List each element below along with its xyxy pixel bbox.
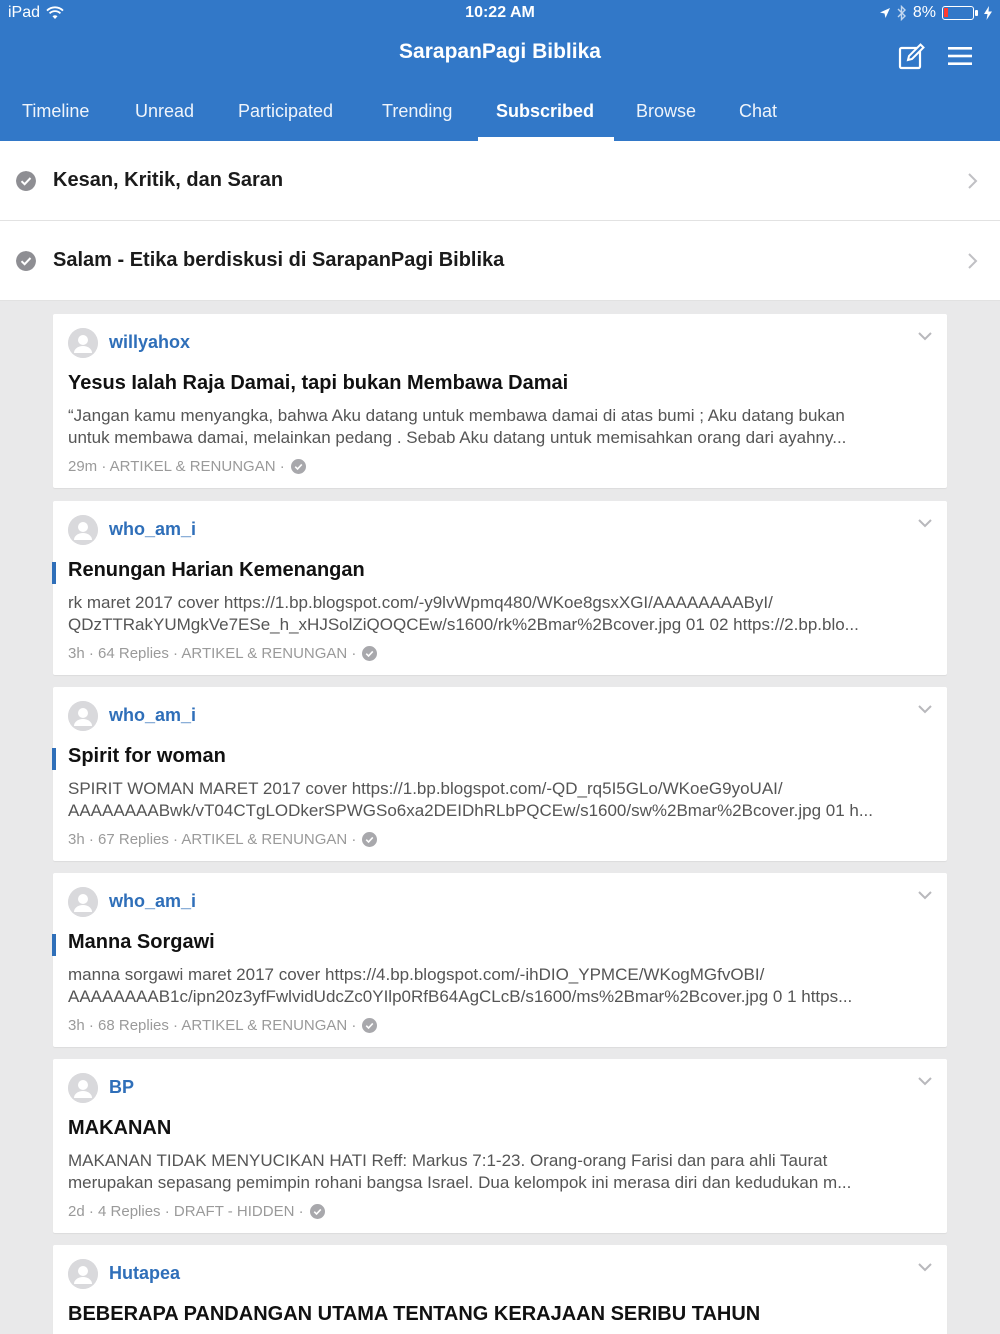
topic-title[interactable]: BEBERAPA PANDANGAN UTAMA TENTANG KERAJAAN SERIBU TAHUN: [68, 1303, 761, 1325]
topic-card[interactable]: [53, 873, 947, 1047]
excerpt-line: merupakan sepasang pemimpin rohani bangsa Israel. Dua kelompok ini merasa diri dan kedudukan m...: [68, 1173, 852, 1192]
tab-chat[interactable]: Chat: [739, 101, 778, 121]
check-circle-icon: [291, 459, 306, 474]
check-circle-icon: [362, 832, 377, 847]
excerpt-line: SPIRIT WOMAN MARET 2017 cover https://1.bp.blogspot.com/-QD_rq5I5GLo/WKoeG9yoUAI/: [68, 779, 783, 798]
topic-author[interactable]: BP: [109, 1077, 135, 1097]
device-label: iPad: [8, 4, 41, 21]
chevron-right-icon: [966, 172, 980, 190]
topic-meta: [68, 1017, 377, 1034]
app-title: SarapanPagi Biblika: [399, 40, 601, 63]
bluetooth-icon: [897, 5, 907, 21]
avatar-placeholder-icon[interactable]: [68, 328, 98, 358]
topic-card[interactable]: [53, 687, 947, 861]
topic-title[interactable]: Yesus Ialah Raja Damai, tapi bukan Membawa Damai: [68, 372, 569, 394]
excerpt-line: untuk membawa damai, melainkan pedang . Sebab Aku datang untuk memisahkan orang dari ayahny...: [68, 428, 847, 447]
topic-card[interactable]: [53, 314, 947, 488]
topic-author[interactable]: who_am_i: [109, 891, 197, 911]
topic-meta-text: 29m · ARTIKEL & RENUNGAN ·: [68, 458, 285, 475]
topic-title[interactable]: Manna Sorgawi: [68, 931, 215, 953]
excerpt-line: manna sorgawi maret 2017 cover https://4.bp.blogspot.com/-ihDIO_YPMCE/WKogMGfvOBI/: [68, 965, 765, 984]
chevron-down-icon[interactable]: [917, 330, 933, 342]
topic-excerpt: [68, 592, 934, 636]
tab-subscribed[interactable]: Subscribed: [496, 101, 595, 121]
check-circle-icon: [362, 1018, 377, 1033]
topic-meta: [68, 831, 377, 848]
chevron-right-icon: [966, 252, 980, 270]
app-header: [0, 0, 1000, 141]
unread-indicator: [52, 934, 56, 956]
pinned-item[interactable]: [0, 141, 1000, 221]
topic-excerpt: [68, 964, 934, 1008]
battery-icon: [942, 6, 974, 20]
topic-author[interactable]: who_am_i: [109, 519, 197, 539]
compose-icon[interactable]: [898, 42, 926, 70]
tab-browse[interactable]: Browse: [636, 101, 697, 121]
excerpt-line: AAAAAAAABwk/vT04CTgLODkerSPWGSo6xa2DEIDhRLbPQCEw/s1600/sw%2Bmar%2Bcover.jpg 01 h...: [68, 801, 874, 820]
chevron-down-icon[interactable]: [917, 889, 933, 901]
check-circle-icon: [362, 646, 377, 661]
topic-card[interactable]: [53, 1059, 947, 1233]
unread-indicator: [52, 748, 56, 770]
excerpt-line: MAKANAN TIDAK MENYUCIKAN HATI Reff: Markus 7:1-23. Orang-orang Farisi dan para ahli Taurat: [68, 1151, 828, 1170]
topic-meta-text: 3h · 68 Replies · ARTIKEL & RENUNGAN ·: [68, 1017, 357, 1034]
topic-title[interactable]: Renungan Harian Kemenangan: [68, 559, 365, 581]
topic-card[interactable]: [53, 501, 947, 675]
status-bar: [0, 0, 1000, 28]
avatar-placeholder-icon[interactable]: [68, 887, 98, 917]
avatar-placeholder-icon[interactable]: [68, 515, 98, 545]
unread-indicator: [52, 562, 56, 584]
check-circle-icon: [310, 1204, 325, 1219]
location-icon: [879, 7, 891, 19]
topic-author[interactable]: who_am_i: [109, 705, 197, 725]
topic-meta-text: 2d · 4 Replies · DRAFT - HIDDEN ·: [68, 1203, 304, 1220]
topic-title[interactable]: MAKANAN: [68, 1117, 172, 1139]
topic-excerpt: [68, 778, 934, 822]
topic-title[interactable]: Spirit for woman: [68, 745, 226, 767]
topic-meta: [68, 645, 377, 662]
charging-icon: [984, 6, 992, 20]
topic-excerpt: [68, 1150, 934, 1194]
tab-timeline[interactable]: Timeline: [22, 101, 90, 121]
topic-excerpt: [68, 405, 934, 449]
topic-author[interactable]: willyahox: [109, 332, 191, 352]
chevron-down-icon[interactable]: [917, 517, 933, 529]
tab-trending[interactable]: Trending: [382, 101, 453, 121]
topic-meta: [68, 1203, 325, 1220]
tab-unread[interactable]: Unread: [135, 101, 195, 121]
excerpt-line: AAAAAAAAB1c/ipn20z3yfFwlvidUdcZc0YIlp0RfB64AgCLcB/s1600/ms%2Bmar%2Bcover.jpg 0 1 https...: [68, 987, 853, 1006]
excerpt-line: QDzTTRakYUMgkVe7ESe_h_xHJSolZiQOQCEw/s1600/rk%2Bmar%2Bcover.jpg 01 02 https://2.bp.blo...: [68, 615, 859, 634]
chevron-down-icon[interactable]: [917, 1075, 933, 1087]
excerpt-line: rk maret 2017 cover https://1.bp.blogspot.com/-y9lvWpmq480/WKoe8gsxXGI/AAAAAAAAByI/: [68, 593, 773, 612]
battery-percent: 8%: [912, 4, 936, 21]
avatar-placeholder-icon[interactable]: [68, 1259, 98, 1289]
topic-card[interactable]: [53, 1245, 947, 1334]
pinned-item-label: Salam - Etika berdiskusi di SarapanPagi Biblika: [53, 249, 505, 271]
tab-participated[interactable]: Participated: [238, 101, 334, 121]
pinned-item[interactable]: [0, 221, 1000, 301]
avatar-placeholder-icon[interactable]: [68, 701, 98, 731]
avatar-placeholder-icon[interactable]: [68, 1073, 98, 1103]
topic-meta: [68, 458, 306, 475]
chevron-down-icon[interactable]: [917, 703, 933, 715]
check-circle-icon: [16, 251, 36, 271]
topic-meta-text: 3h · 67 Replies · ARTIKEL & RENUNGAN ·: [68, 831, 357, 848]
pinned-item-label: Kesan, Kritik, dan Saran: [53, 169, 284, 191]
status-time: 10:22 AM: [465, 4, 535, 21]
topic-tabs: [0, 88, 1000, 141]
check-circle-icon: [16, 171, 36, 191]
chevron-down-icon[interactable]: [917, 1261, 933, 1273]
menu-icon[interactable]: [946, 42, 974, 70]
topic-author[interactable]: Hutapea: [109, 1263, 181, 1283]
excerpt-line: “Jangan kamu menyangka, bahwa Aku datang untuk membawa damai di atas bumi ; Aku datang bukan: [68, 406, 845, 425]
topic-meta-text: 3h · 64 Replies · ARTIKEL & RENUNGAN ·: [68, 645, 357, 662]
